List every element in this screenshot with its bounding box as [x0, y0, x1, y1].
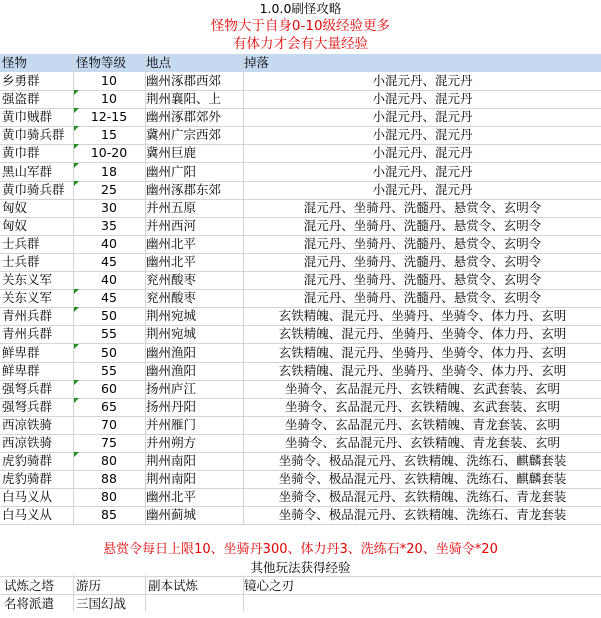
- location-cell[interactable]: 荆州宛城: [146, 326, 197, 341]
- exp-tip: 怪物大于自身0-10级经验更多: [210, 18, 391, 34]
- table-row: [0, 144, 601, 162]
- table-row: [0, 217, 601, 235]
- stamina-tip: 有体力才会有大量经验: [233, 36, 368, 52]
- comment-marker-icon: [74, 126, 79, 131]
- table-row: [0, 126, 601, 144]
- monster-name-cell[interactable]: 士兵群: [2, 254, 40, 269]
- comment-marker-icon: [74, 144, 79, 149]
- drops-cell[interactable]: 小混元丹、混元丹: [372, 109, 473, 124]
- drops-cell[interactable]: 小混元丹、混元丹: [372, 127, 473, 142]
- monster-name-cell[interactable]: 黄巾骑兵群: [2, 127, 65, 142]
- monster-name-cell[interactable]: 鲜卑群: [2, 363, 40, 378]
- drops-cell[interactable]: 小混元丹、混元丹: [372, 164, 473, 179]
- monster-name-cell[interactable]: 白马义从: [2, 507, 53, 522]
- activity-tower[interactable]: 试炼之塔: [4, 578, 55, 593]
- table-row: [0, 416, 601, 434]
- monster-name-cell[interactable]: 关东义军: [2, 272, 53, 287]
- monster-level-cell[interactable]: 75: [101, 435, 117, 450]
- drops-cell[interactable]: 混元丹、坐骑丹、洗髓丹、悬赏令、玄明令: [303, 254, 542, 269]
- monster-name-cell[interactable]: 青州兵群: [2, 326, 53, 341]
- location-cell[interactable]: 幽州涿郡郊外: [146, 109, 222, 124]
- col-drops[interactable]: 掉落: [244, 55, 270, 70]
- activity-dispatch[interactable]: 名将派遣: [4, 596, 55, 611]
- drops-cell[interactable]: 混元丹、坐骑丹、洗髓丹、悬赏令、玄明令: [303, 200, 542, 215]
- table-row: [0, 289, 601, 307]
- comment-marker-icon: [74, 181, 79, 186]
- comment-marker-icon: [74, 163, 79, 168]
- drops-cell[interactable]: 坐骑令、玄品混元丹、玄铁精魄、青龙套装、玄明: [284, 417, 560, 432]
- monster-name-cell[interactable]: 士兵群: [2, 236, 40, 251]
- comment-marker-icon: [74, 307, 79, 312]
- monster-level-cell[interactable]: 12-15: [90, 109, 128, 124]
- location-cell[interactable]: 并州西河: [146, 218, 197, 233]
- monster-level-cell[interactable]: 88: [101, 471, 117, 486]
- monster-level-cell[interactable]: 45: [101, 254, 117, 269]
- column-header-row: [0, 54, 601, 72]
- comment-marker-icon: [74, 398, 79, 403]
- table-row: [0, 398, 601, 416]
- table-row: [0, 434, 601, 452]
- monster-level-cell[interactable]: 35: [101, 218, 117, 233]
- activity-mirror-blade[interactable]: 镜心之刃: [244, 578, 295, 593]
- location-cell[interactable]: 荆州南阳: [146, 453, 197, 468]
- drops-cell[interactable]: 混元丹、坐骑丹、洗髓丹、悬赏令、玄明令: [303, 236, 542, 251]
- table-row: [0, 470, 601, 488]
- col-location[interactable]: 地点: [146, 55, 172, 70]
- activity-three-kingdoms[interactable]: 三国幻战: [76, 596, 127, 611]
- monster-name-cell[interactable]: 黑山军群: [2, 164, 53, 179]
- location-cell[interactable]: 冀州广宗西郊: [146, 127, 222, 142]
- sheet-title: 1.0.0刷怪攻略: [259, 1, 342, 16]
- monster-level-cell[interactable]: 10-20: [90, 145, 128, 160]
- monster-name-cell[interactable]: 西凉铁骑: [2, 435, 53, 450]
- drops-cell[interactable]: 坐骑令、极品混元丹、玄铁精魄、洗练石、青龙套装: [278, 489, 567, 504]
- daily-limit-note: 悬赏令每日上限10、坐骑丹300、体力丹3、洗练石*20、坐骑令*20: [103, 542, 498, 557]
- monster-level-cell[interactable]: 25: [101, 182, 117, 197]
- monster-name-cell[interactable]: 青州兵群: [2, 308, 53, 323]
- location-cell[interactable]: 并州五原: [146, 200, 197, 215]
- table-row: [0, 108, 601, 126]
- drops-cell[interactable]: 混元丹、坐骑丹、洗髓丹、悬赏令、玄明令: [303, 290, 542, 305]
- monster-level-cell[interactable]: 40: [101, 236, 117, 251]
- location-cell[interactable]: 兖州酸枣: [146, 272, 197, 287]
- drops-cell[interactable]: 小混元丹、混元丹: [372, 145, 473, 160]
- drops-cell[interactable]: 玄铁精魄、混元丹、坐骑丹、坐骑令、体力丹、玄明: [278, 363, 567, 378]
- drops-cell[interactable]: 小混元丹、混元丹: [372, 182, 473, 197]
- monster-level-cell[interactable]: 30: [101, 200, 117, 215]
- monster-level-cell[interactable]: 85: [101, 507, 117, 522]
- table-row: [0, 199, 601, 217]
- table-row: [0, 380, 601, 398]
- monster-name-cell[interactable]: 虎豹骑群: [2, 453, 53, 468]
- drops-cell[interactable]: 玄铁精魄、混元丹、坐骑丹、坐骑令、体力丹、玄明: [278, 326, 567, 341]
- table-row: [0, 506, 601, 524]
- monster-level-cell[interactable]: 18: [101, 164, 117, 179]
- location-cell[interactable]: 扬州丹阳: [146, 399, 197, 414]
- table-row: [0, 235, 601, 253]
- comment-marker-icon: [74, 344, 79, 349]
- monster-level-cell[interactable]: 50: [101, 345, 117, 360]
- table-row: [0, 163, 601, 181]
- monster-level-cell[interactable]: 45: [101, 290, 117, 305]
- column-gridline: [243, 54, 244, 525]
- col-monster[interactable]: 怪物: [2, 55, 28, 70]
- location-cell[interactable]: 幽州北平: [146, 236, 197, 251]
- monster-name-cell[interactable]: 乡勇群: [2, 73, 40, 88]
- drops-cell[interactable]: 坐骑令、极品混元丹、玄铁精魄、洗练石、麒麟套装: [278, 471, 567, 486]
- drops-cell[interactable]: 坐骑令、玄品混元丹、玄铁精魄、玄武套装、玄明: [284, 399, 560, 414]
- table-row: [0, 181, 601, 199]
- drops-cell[interactable]: 玄铁精魄、混元丹、坐骑丹、坐骑令、体力丹、玄明: [278, 308, 567, 323]
- monster-level-cell[interactable]: 60: [101, 381, 117, 396]
- monster-name-cell[interactable]: 匈奴: [2, 200, 28, 215]
- location-cell[interactable]: 幽州涿郡西郊: [146, 73, 222, 88]
- monster-level-cell[interactable]: 65: [101, 399, 117, 414]
- monster-name-cell[interactable]: 白马义从: [2, 489, 53, 504]
- monster-name-cell[interactable]: 黄巾骑兵群: [2, 182, 65, 197]
- comment-marker-icon: [74, 289, 79, 294]
- table-row: [0, 325, 601, 343]
- table-row: [0, 344, 601, 362]
- location-cell[interactable]: 扬州庐江: [146, 381, 197, 396]
- table-row: [0, 271, 601, 289]
- monster-name-cell[interactable]: 匈奴: [2, 218, 28, 233]
- drops-cell[interactable]: 坐骑令、玄品混元丹、玄铁精魄、青龙套装、玄明: [284, 435, 560, 450]
- drops-cell[interactable]: 坐骑令、极品混元丹、玄铁精魄、洗练石、麒麟套装: [278, 453, 567, 468]
- location-cell[interactable]: 荆州南阳: [146, 471, 197, 486]
- column-gridline: [145, 575, 146, 593]
- comment-marker-icon: [74, 108, 79, 113]
- table-row: [0, 253, 601, 271]
- location-cell[interactable]: 幽州涿郡东郊: [146, 182, 222, 197]
- monster-level-cell[interactable]: 50: [101, 308, 117, 323]
- monster-name-cell[interactable]: 西凉铁骑: [2, 417, 53, 432]
- drops-cell[interactable]: 玄铁精魄、混元丹、坐骑丹、坐骑令、体力丹、玄明: [278, 345, 567, 360]
- monster-level-cell[interactable]: 55: [101, 326, 117, 341]
- drops-cell[interactable]: 小混元丹、混元丹: [372, 91, 473, 106]
- table-row: [0, 362, 601, 380]
- drops-cell[interactable]: 混元丹、坐骑丹、洗髓丹、悬赏令、玄明令: [303, 218, 542, 233]
- column-gridline: [73, 593, 74, 611]
- location-cell[interactable]: 幽州渔阳: [146, 345, 197, 360]
- column-gridline: [145, 54, 146, 525]
- column-gridline: [73, 575, 74, 593]
- monster-level-cell[interactable]: 80: [101, 453, 117, 468]
- monster-level-cell[interactable]: 70: [101, 417, 117, 432]
- monster-name-cell[interactable]: 关东义军: [2, 290, 53, 305]
- location-cell[interactable]: 兖州酸枣: [146, 290, 197, 305]
- monster-name-cell[interactable]: 黄巾贼群: [2, 109, 53, 124]
- location-cell[interactable]: 幽州蓟城: [146, 507, 197, 522]
- location-cell[interactable]: 荆州宛城: [146, 308, 197, 323]
- location-cell[interactable]: 并州朔方: [146, 435, 197, 450]
- location-cell[interactable]: 幽州广阳: [146, 164, 197, 179]
- location-cell[interactable]: 幽州渔阳: [146, 363, 197, 378]
- table-row: [0, 72, 601, 90]
- monster-name-cell[interactable]: 虎豹骑群: [2, 471, 53, 486]
- monster-name-cell[interactable]: 黄巾群: [2, 145, 40, 160]
- activity-travel[interactable]: 游历: [76, 578, 102, 593]
- column-gridline: [243, 593, 244, 611]
- comment-marker-icon: [74, 452, 79, 457]
- drops-cell[interactable]: 坐骑令、玄品混元丹、玄铁精魄、玄武套装、玄明: [284, 381, 560, 396]
- table-row: [0, 488, 601, 506]
- col-level[interactable]: 怪物等级: [76, 55, 127, 70]
- drops-cell[interactable]: 坐骑令、极品混元丹、玄铁精魄、洗练石、青龙套装: [278, 507, 567, 522]
- table-row: [0, 307, 601, 325]
- column-gridline: [73, 54, 74, 525]
- monster-level-cell[interactable]: 10: [101, 73, 117, 88]
- location-cell[interactable]: 并州雁门: [146, 417, 197, 432]
- table-row: [0, 452, 601, 470]
- monster-level-cell[interactable]: 40: [101, 272, 117, 287]
- monster-level-cell[interactable]: 80: [101, 489, 117, 504]
- drops-cell[interactable]: 混元丹、坐骑丹、洗髓丹、悬赏令、玄明令: [303, 272, 542, 287]
- table-row: [0, 90, 601, 108]
- monster-name-cell[interactable]: 鲜卑群: [2, 345, 40, 360]
- monster-level-cell[interactable]: 10: [101, 91, 117, 106]
- monster-level-cell[interactable]: 55: [101, 363, 117, 378]
- activity-dungeon[interactable]: 副本试炼: [148, 578, 199, 593]
- monster-level-cell[interactable]: 15: [101, 127, 117, 142]
- column-gridline: [145, 593, 146, 611]
- comment-marker-icon: [74, 90, 79, 95]
- monster-name-cell[interactable]: 强弩兵群: [2, 381, 53, 396]
- location-cell[interactable]: 幽州北平: [146, 254, 197, 269]
- drops-cell[interactable]: 小混元丹、混元丹: [372, 73, 473, 88]
- location-cell[interactable]: 冀州巨鹿: [146, 145, 197, 160]
- location-cell[interactable]: 幽州北平: [146, 489, 197, 504]
- monster-name-cell[interactable]: 强盗群: [2, 91, 40, 106]
- location-cell[interactable]: 荆州襄阳、上: [146, 91, 222, 106]
- other-exp-title: 其他玩法获得经验: [250, 560, 351, 575]
- row-gridline: [0, 524, 601, 525]
- monster-name-cell[interactable]: 强弩兵群: [2, 399, 53, 414]
- comment-marker-icon: [74, 380, 79, 385]
